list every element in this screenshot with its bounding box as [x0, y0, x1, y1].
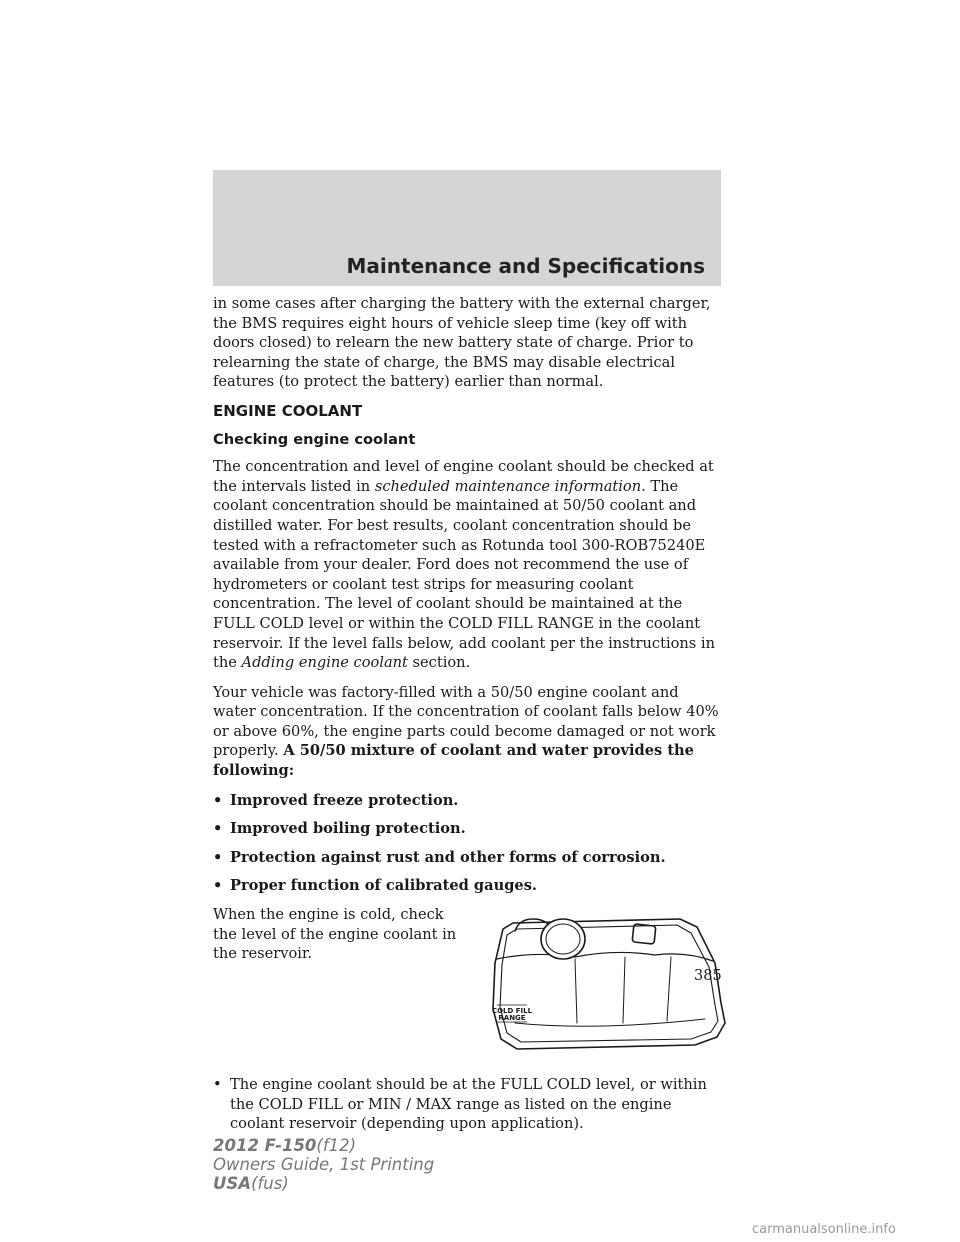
footer-code: (fus)	[251, 1174, 289, 1193]
bullet-icon: •	[213, 877, 223, 895]
footer-line	[213, 1136, 434, 1155]
footer-model: 2012 F-150	[213, 1136, 317, 1155]
section-title: Maintenance and Specifications	[346, 254, 705, 278]
concentration-paragraph	[213, 683, 725, 781]
text-run: section.	[407, 654, 471, 672]
text-run: The concentration and level of engine coolant should be checked at the intervals listed in	[213, 458, 714, 495]
footer-line: Owners Guide, 1st Printing	[213, 1155, 435, 1174]
footer-market: USA	[213, 1174, 252, 1193]
bullet-icon: •	[213, 820, 223, 838]
header-band	[213, 170, 721, 286]
list-item	[213, 1075, 725, 1134]
bullet-icon: •	[213, 791, 223, 809]
sub-heading: Checking engine coolant	[213, 430, 416, 448]
label-line: COLD FILL	[491, 1007, 533, 1016]
text-run: The coolant concentration should be maintained at 50/50 coolant and distilled water. For best results, coolant concentration should be tested with a refractometer such as Rotunda tool 300-ROB75240E available from your dealer. Ford does not recommend the use of hydrometers or coolant test strips for measuring coolant concentration. The level of coolant should be maintained at the FULL COLD level or within the COLD FILL RANGE in the coolant reservoir. If the level falls below, add coolant per the instructions in the	[213, 477, 715, 672]
figure-caption-text: When the engine is cold, check the level of the engine coolant in the reservoir.	[213, 906, 457, 963]
list-item-text: The engine coolant should be at the FULL COLD level, or within the COLD FILL or MIN / MAX range as listed on the engine coolant reservoir (depending upon application).	[230, 1076, 707, 1133]
text-run: Your vehicle was factory-filled with a 50/50 engine coolant and water concentration. If the concentration of coolant falls below 40% or above 60%, the engine parts could become damaged or not work properly.	[213, 683, 719, 760]
list-item-text: Proper function of calibrated gauges.	[230, 877, 537, 895]
bold-text-run: A 50/50 mixture of coolant and water provides the following:	[213, 742, 694, 780]
coolant-reservoir-illustration	[475, 911, 727, 1051]
list-item	[213, 819, 725, 839]
footer-line	[213, 1174, 434, 1193]
label-line: RANGE	[498, 1014, 526, 1023]
list-item-text: Improved freeze protection.	[230, 791, 459, 809]
intro-paragraph: in some cases after charging the battery with the external charger, the BMS requires eight hours of vehicle sleep time (key off with doors closed) to relearn the new battery state of charge. Prior to relearning the state of charge, the BMS may disable electrical features (to protect the battery) earlier than normal.	[213, 295, 711, 391]
list-item-text: Improved boiling protection.	[230, 820, 466, 838]
benefits-list	[213, 791, 725, 896]
page-number: 385	[694, 968, 722, 984]
bullet-icon: •	[213, 1076, 222, 1094]
final-bullet-list	[213, 1075, 725, 1134]
list-item	[213, 848, 725, 868]
cross-reference-link: Adding engine coolant	[241, 654, 408, 672]
print-footer	[213, 1136, 434, 1193]
watermark-link[interactable]: carmanualsonline.info	[752, 1222, 896, 1237]
list-item	[213, 876, 725, 896]
list-item-text: Protection against rust and other forms of corrosion.	[230, 848, 666, 866]
figure-row	[213, 905, 725, 1075]
cold-fill-range-label	[492, 1007, 533, 1022]
list-item	[213, 791, 725, 811]
cross-reference-link: scheduled maintenance information.	[374, 477, 646, 495]
bullet-icon: •	[213, 848, 223, 866]
section-heading: ENGINE COOLANT	[213, 401, 363, 420]
footer-code: (f12)	[316, 1136, 357, 1155]
page-content	[213, 294, 725, 1143]
coolant-paragraph	[213, 457, 725, 673]
